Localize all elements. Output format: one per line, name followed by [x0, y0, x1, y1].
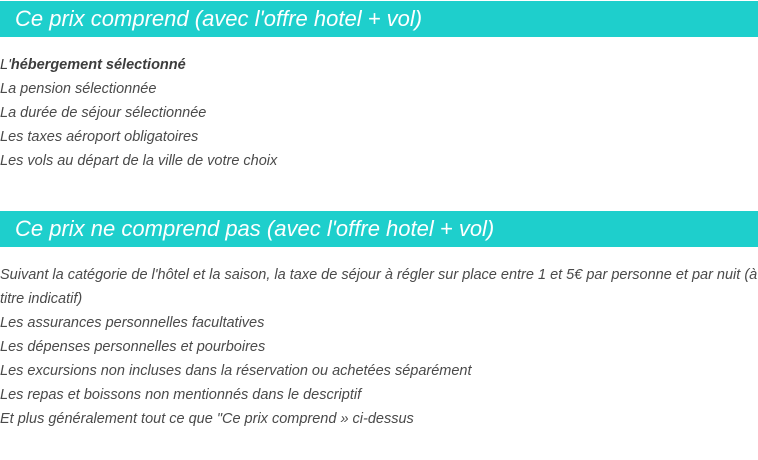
- excluded-section-title: Ce prix ne comprend pas (avec l'offre hotel + vol): [15, 216, 495, 241]
- included-section-header: [0, 1, 758, 37]
- list-item-emphasis: hébergement sélectionné: [10, 57, 186, 73]
- list-item: Les vols au départ de la ville de votre choix: [0, 153, 278, 169]
- list-item: La pension sélectionnée: [0, 81, 157, 97]
- list-item: Et plus généralement tout ce que "Ce prix comprend » ci-dessus: [0, 411, 414, 427]
- section-spacer: [0, 173, 758, 211]
- list-item: Les dépenses personnelles et pourboires: [0, 339, 266, 355]
- included-list: [0, 37, 758, 173]
- list-item: Les assurances personnelles facultatives: [0, 315, 265, 331]
- list-item-lead: L': [0, 57, 11, 73]
- included-section-title: Ce prix comprend (avec l'offre hotel + vol): [15, 6, 423, 31]
- list-item: Les repas et boissons non mentionnés dans le descriptif: [0, 387, 362, 403]
- excluded-list: [0, 247, 758, 431]
- excluded-section-header: [0, 211, 758, 247]
- list-item: [0, 53, 758, 77]
- list-item: Suivant la catégorie de l'hôtel et la saison, la taxe de séjour à régler sur place entre 1 et 5€ par personne et par nuit (à titre indicatif): [0, 267, 758, 307]
- list-item: La durée de séjour sélectionnée: [0, 105, 207, 121]
- list-item: Les excursions non incluses dans la réservation ou achetées séparément: [0, 363, 472, 379]
- list-item: Les taxes aéroport obligatoires: [0, 129, 199, 145]
